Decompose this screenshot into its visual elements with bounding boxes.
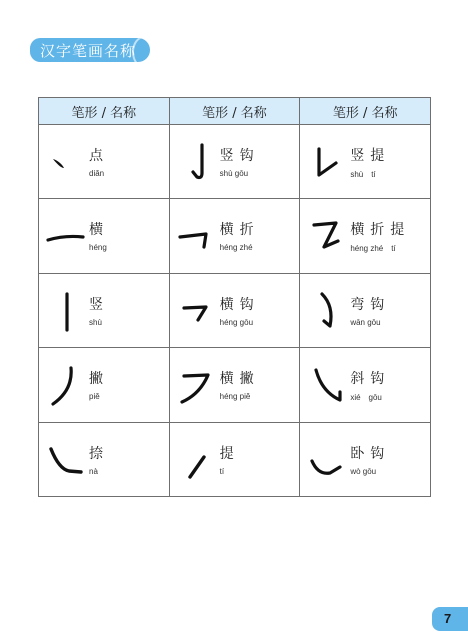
stroke-pinyin: xié gōu (350, 393, 382, 403)
column-header: 笔形 / 名称 (300, 98, 431, 125)
stroke-cell (169, 348, 300, 422)
wogou-stroke-icon (306, 439, 346, 483)
shuti-stroke-icon (306, 141, 346, 185)
table-row (39, 125, 431, 199)
stroke-table (38, 97, 431, 497)
stroke-name: 捺 (89, 445, 109, 462)
stroke-name: 竖 (89, 296, 109, 313)
table-row (39, 273, 431, 347)
stroke-name: 横钩 (219, 296, 260, 313)
stroke-name: 斜钩 (350, 371, 391, 388)
section-title: 汉字笔画名称 (40, 42, 137, 60)
page-number: 7 (444, 611, 452, 626)
stroke-cell (39, 125, 170, 199)
page-number-tab (432, 607, 468, 631)
stroke-name: 撇 (89, 371, 109, 388)
section-title-tab (30, 38, 150, 62)
stroke-cell (169, 199, 300, 273)
shu-stroke-icon (45, 290, 85, 334)
dian-stroke-icon (45, 141, 85, 185)
stroke-pinyin: héng zhé tí (350, 244, 396, 254)
hengzheti-stroke-icon (306, 215, 346, 259)
table-row (39, 422, 431, 496)
stroke-cell (300, 422, 431, 496)
stroke-pinyin: héng (89, 243, 107, 253)
stroke-pinyin: nà (89, 466, 98, 476)
stroke-pinyin: shù (89, 317, 102, 327)
stroke-cell (39, 273, 170, 347)
stroke-pinyin: diǎn (89, 169, 105, 178)
hengpie-stroke-icon (176, 364, 216, 408)
stroke-name: 横折 (219, 222, 260, 239)
stroke-name: 提 (219, 445, 240, 462)
xiegou-stroke-icon (306, 364, 346, 408)
stroke-cell (300, 125, 431, 199)
stroke-name: 横撇 (219, 371, 260, 388)
pie-stroke-icon (45, 364, 85, 408)
stroke-name: 竖钩 (219, 148, 260, 164)
stroke-name: 弯钩 (350, 296, 391, 313)
stroke-cell (39, 348, 170, 422)
na-stroke-icon (45, 439, 85, 483)
table-row (39, 348, 431, 422)
stroke-cell (169, 273, 300, 347)
stroke-pinyin: héng piě (219, 392, 251, 402)
stroke-pinyin: piě (89, 392, 100, 402)
shugou-stroke-icon (176, 141, 216, 185)
stroke-pinyin: tí (219, 466, 225, 476)
stroke-cell (39, 199, 170, 273)
stroke-pinyin: wò gōu (350, 466, 377, 476)
table-row (39, 199, 431, 273)
stroke-name: 横折提 (350, 222, 411, 239)
stroke-name: 横 (89, 222, 109, 239)
stroke-cell (39, 422, 170, 496)
stroke-cell (300, 273, 431, 347)
stroke-name: 竖提 (350, 148, 391, 164)
hengzhe-stroke-icon (176, 215, 216, 259)
stroke-cell (169, 125, 300, 199)
stroke-name: 卧钩 (350, 445, 391, 462)
stroke-cell (169, 422, 300, 496)
table-header-row (39, 98, 431, 125)
stroke-pinyin: héng gōu (219, 317, 254, 327)
stroke-pinyin: héng zhé (219, 243, 253, 253)
stroke-pinyin: shù tí (350, 170, 376, 179)
stroke-pinyin: wān gōu (350, 317, 381, 327)
stroke-cell (300, 199, 431, 273)
column-header: 笔形 / 名称 (39, 98, 170, 125)
wangou-stroke-icon (306, 290, 346, 334)
stroke-cell (300, 348, 431, 422)
stroke-pinyin: shù gōu (219, 169, 249, 178)
ti-stroke-icon (176, 439, 216, 483)
henggou-stroke-icon (176, 290, 216, 334)
stroke-name: 点 (89, 148, 109, 164)
column-header: 笔形 / 名称 (169, 98, 300, 125)
heng-stroke-icon (45, 215, 85, 259)
